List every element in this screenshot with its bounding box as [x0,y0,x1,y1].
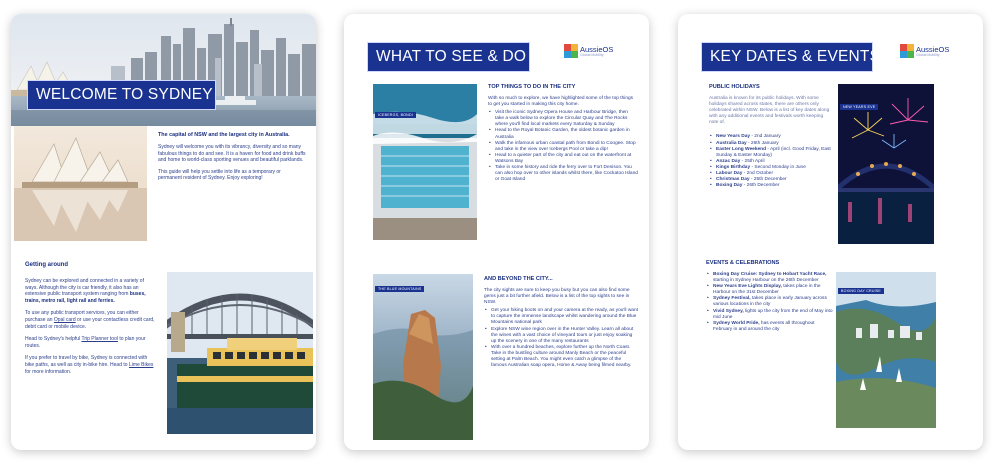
holiday-name: Labour Day [716,171,743,177]
page-title: KEY DATES & EVENTS [701,42,873,72]
page-welcome [11,14,316,450]
intro-paragraph-1: Sydney will welcome you with its vibrancy, diversity and so many fabulous things to do and see. It is a haven for food and drink buffs and home to world-class sporting venues and beautiful parklands. [158,144,306,164]
list-item [709,183,831,189]
event-detail: starting in Sydney Harbour on the 26th December [713,278,819,284]
list-item: • Head to the Royal Botanic Garden, the oldest botanic garden in Australia [488,128,638,140]
event-detail: lights up the city from the end of May into mid June [713,308,833,320]
getting-p3-text-end: to plan your routes. [25,336,146,349]
list-item [709,147,831,159]
intro-heading: The capital of NSW and the largest city in Australia. [158,132,290,138]
getting-p3-text: Head to Sydney's helpful [25,336,82,343]
list-item: • Visit the iconic Sydney Opera House and Harbour Bridge, then take a walk below to explore the Circular Quay and The Rocks where you'll find local markets every Saturday & Sunday [488,110,638,128]
logo-name: AussieOS [916,44,950,54]
public-holidays-heading: PUBLIC HOLIDAYS [709,84,760,90]
holiday-date: - 26th December [742,183,780,189]
top-things-section [488,84,638,183]
event-name: Boxing Day Cruise: Sydney to Hobart Yacht Race, [713,272,827,277]
holiday-date: - Second Monday in June [750,164,806,170]
holiday-name: Boxing Day [716,183,743,189]
event-name: Sydney World Pride, [713,320,760,326]
photo-caption: ICEBERGS, BONDI [375,112,416,118]
list-item: • Walk the infamous urban coastal path from Bondi to Coogee. Stop and take in the view over Icebergs Pool or take a dip! [488,141,638,153]
logo-tagline: Global Mobility [916,52,940,57]
opal-card-link[interactable]: Opal card [53,316,76,323]
public-holidays-list [709,134,831,189]
holiday-name: Christmas Day [716,177,750,183]
photo-caption: BOXING DAY CRUISE [838,288,884,294]
logo-mark-icon [900,44,914,58]
holiday-name: Easter Long Weekend [716,146,767,152]
top-things-heading: TOP THINGS TO DO IN THE CITY [488,84,576,90]
event-name: Sydney Festival, [713,296,751,302]
public-holidays-intro: Australia is known for its public holidays. With some holidays shared across states, there are others only celebrated within NSW. Below is a list of key dates along with any additional events and festivals worth keeping note of. [709,96,830,126]
beyond-city-intro: The city sights are sure to keep you busy but you can also find some gems just a bit further afield. Below is a list of the top sights to see in NSW. [484,288,630,306]
page-title: WHAT TO SEE & DO [367,42,530,72]
list-item: • With over a hundred beaches, explore further up the North Coast. Take in the bustling culture around Manly Beach or the peaceful setting at Palm Beach. You might even catch a glimpse of the famous Australian soap opera, Home & Away being filmed nearby. [484,345,638,369]
beyond-city-section [484,276,638,369]
events-heading: EVENTS & CELEBRATIONS [706,260,780,266]
getting-p4-text-end: for more information. [25,368,72,375]
getting-p4-text: If you prefer to travel by bike, Sydney is connected with bike paths, as well as city in-bike hire. Head to [25,355,148,368]
top-things-intro: With so much to explore, we have highlighted some of the top things to get you started in making this city home. [488,96,634,108]
list-item [706,309,834,321]
holiday-date: - 25th April [740,158,765,164]
logo-tagline: Global Mobility [580,52,604,57]
intro-block [158,132,306,182]
aussieos-logo [564,44,613,58]
holiday-date: - 2nd January [750,134,781,140]
public-holidays-section [709,84,831,189]
event-name: New Years Eve Lights Display, [713,284,782,290]
holiday-date: - 2nd October [742,171,774,177]
list-item: • Take in some history and ride the ferry over to Fort Denison. You can also hop over to other islands whilst there, like Cockatoo Island or Goat Island [488,165,638,183]
events-section [706,260,834,333]
logo-name: AussieOS [580,44,614,54]
beyond-city-list [484,308,638,369]
page-key-dates [678,14,983,450]
getting-p2-text: To use any public transport services, you can either purchase an [25,310,139,323]
photo-caption: THE BLUE MOUNTAINS [375,286,424,292]
icebergs-bondi-photo [373,84,477,240]
list-item: • Explore NSW wine region over in the Hunter Valley. Learn all about the wines with a vast choice of vineyard tours or just enjoy soaking up the scenery in one of the many restaurants [484,327,638,345]
list-item [706,296,834,308]
holiday-name: New Years Day [716,134,751,140]
list-item: • Get your hiking boots on and your camera at the ready, as you'll want to capture the immense landscape whilst wandering around the Blue Mountains national park [484,308,638,326]
getting-around-text [25,278,157,375]
holiday-date: - 25th December [749,177,787,183]
blue-mountains-photo [373,274,473,440]
getting-around-heading: Getting around [25,262,68,268]
new-years-eve-photo [838,84,934,244]
list-item [706,272,834,284]
intro-paragraph-2: This guide will help you settle into life as a temporary or permanent resident of Sydney. Enjoy exploring! [158,168,281,182]
event-detail: takes place in the Harbour on the 31st December [713,284,821,296]
harbour-bridge-ferry-photo [167,272,313,434]
list-item: • Head to a quieter part of the city and eat out on the waterfront at Watsons Bay [488,153,638,165]
lime-bikes-link[interactable]: Lime Bikes [128,361,154,368]
event-detail: has events all throughout February in and around the city [713,320,815,332]
events-list [706,272,834,333]
page-title: WELCOME TO SYDNEY [27,80,216,110]
transport-modes: buses, trains, metro rail, light rail and ferries. [25,291,146,304]
photo-caption: NEW YEARS EVE [840,104,878,110]
aussieos-logo [900,44,949,58]
beyond-city-heading: AND BEYOND THE CITY... [484,276,553,282]
top-things-list [488,110,638,183]
holiday-name: Kings Birthday [716,164,751,170]
holiday-name: Australia Day [716,140,747,146]
getting-p1-text: Sydney can be explored and connected in a variety of ways. Although the city is car friendly, it also has an extensive public transport system ranging from [25,278,144,298]
list-item [706,321,834,333]
list-item [706,284,834,296]
boxing-day-cruise-photo [836,272,936,428]
holiday-date: - 26th January [746,140,779,146]
logo-mark-icon [564,44,578,58]
holiday-name: Anzac Day [716,158,741,164]
trip-planner-link[interactable]: Trip Planner tool [81,336,118,343]
holiday-date: - April (incl. Good Friday, East Sunday & Easter Monday) [716,146,831,158]
event-detail: takes place in early January across various locations in the city [713,296,827,308]
getting-p2-text-end: or use your contactless credit card, debit card or mobile device. [25,316,155,330]
page-what-to-see [344,14,649,450]
opera-house-photo [14,126,147,241]
event-name: Vivid Sydney, [713,308,744,314]
